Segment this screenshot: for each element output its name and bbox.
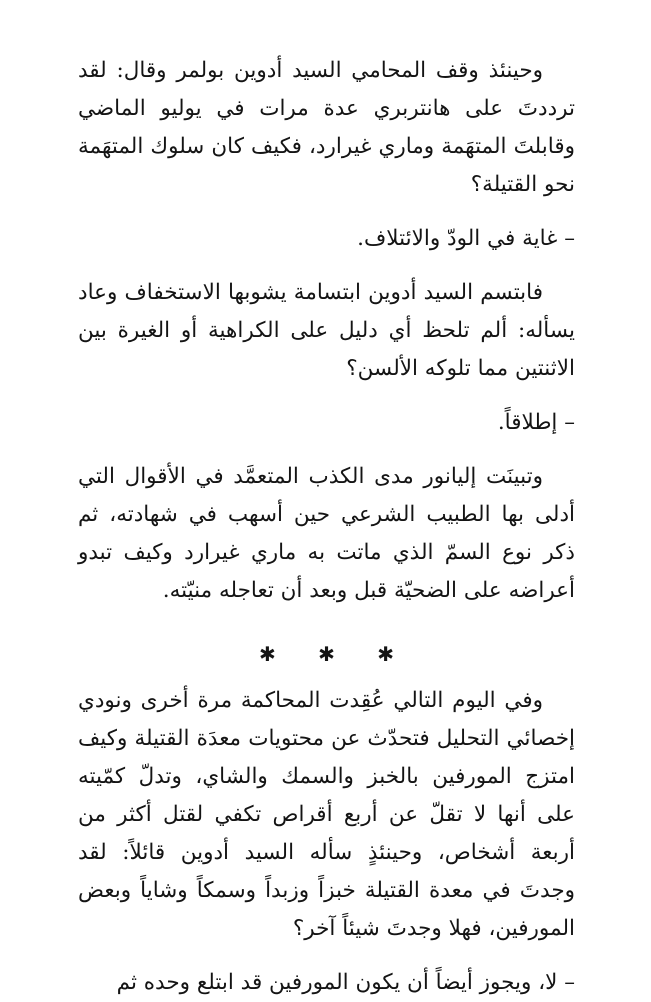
- paragraph-answer-none: – إطلاقاً.: [497, 410, 575, 435]
- paragraph-answer-no: – لا، ويجوز أيضاً أن يكون المورفين قد ابتلع وحده ثم: [116, 970, 575, 995]
- paragraph-answer-friendly: – غاية في الودّ والائتلاف.: [357, 226, 575, 251]
- paragraph-edwin-asks: فابتسم السيد أدوين ابتسامة يشوبها الاستخفاف وعاد يسأله: ألم تلحظ أي دليل على الكراهية أو الغيرة بين الاثنتين مما تلوكه الألسن؟: [78, 280, 575, 381]
- paragraph-next-day-trial: وفي اليوم التالي عُقِدت المحاكمة مرة أخرى ونودي إخصائي التحليل فتحدّث عن محتويات معدَة القتيلة وكيف امتزج المورفين بالخبز والسمك والشاي، وتدلّ كمّيته على أنها لا تقلّ عن أربع أقراص تكفي لقتل أكثر من أربعة أشخاص، وحينئذٍ سأله السيد أدوين قائلاً: لقد وجدتَ في معدة القتيلة خبزاً وزبداً وسمكاً وشاياً وبعض المورفين، فهلا وجدتَ شيئاً آخر؟: [78, 688, 575, 941]
- paragraph-eleanor-realizes: وتبينَت إليانور مدى الكذب المتعمَّد في الأقوال التي أدلى بها الطبيب الشرعي حين أسهب في شهادته، ثم ذكر نوع السمّ الذي ماتت به ماري غيرارد وكيف تبدو أعراضه على الضحيّة قبل وبعد أن تعاجله منيّته.: [78, 464, 575, 603]
- paragraph-bulmer-question: وحينئذ وقف المحامي السيد أدوين بولمر وقال: لقد ترددتَ على هانتربري عدة مرات في يوليو الماضي وقابلتَ المتهَمة وماري غيرارد، فكيف كان سلوك المتهَمة نحو القتيلة؟: [78, 58, 575, 197]
- section-separator: ✱ ✱ ✱: [259, 642, 412, 666]
